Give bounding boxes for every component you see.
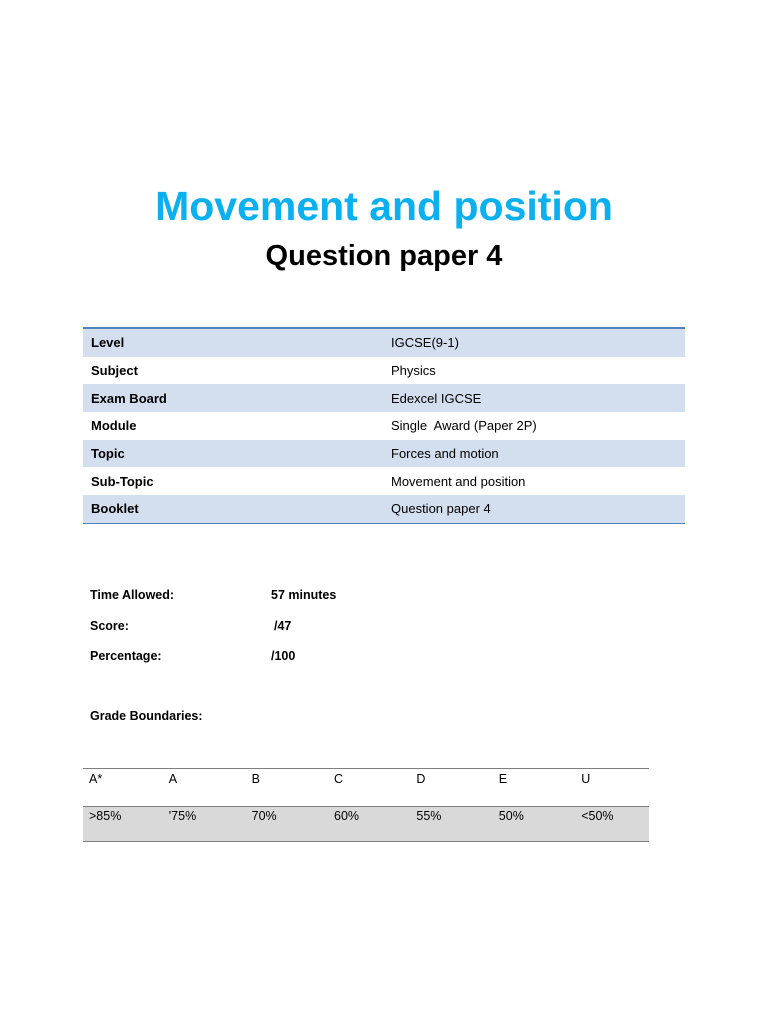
row-value: Forces and motion: [391, 446, 499, 462]
grade-value: >85%: [83, 807, 157, 842]
table-row: [83, 495, 685, 523]
grade-value: 70%: [236, 807, 318, 842]
grade-letter: U: [565, 769, 649, 807]
page-subtitle: Question paper 4: [265, 240, 503, 272]
table-row: [83, 440, 685, 468]
grade-boundaries-label: Grade Boundaries:: [90, 709, 203, 723]
grade-value: 60%: [318, 807, 400, 842]
table-row: [83, 357, 685, 385]
row-value: Edexcel IGCSE: [391, 390, 482, 406]
row-value: Single Award (Paper 2P): [391, 418, 537, 434]
info-table: [83, 327, 685, 524]
page-title: Movement and position: [155, 183, 613, 229]
percentage-value: /100: [271, 649, 296, 663]
row-value: Question paper 4: [391, 501, 491, 517]
time-allowed-value: 57 minutes: [271, 588, 337, 602]
table-row: [83, 467, 685, 495]
grade-letter: C: [318, 769, 400, 807]
table-row: [83, 384, 685, 412]
row-label: Booklet: [91, 501, 139, 517]
row-label: Subject: [91, 363, 138, 379]
time-allowed-label: Time Allowed:: [90, 588, 175, 602]
grade-values-row: [83, 807, 649, 842]
grade-letter: D: [400, 769, 482, 807]
table-row: [83, 412, 685, 440]
grade-letter: B: [236, 769, 318, 807]
grade-value: 55%: [400, 807, 482, 842]
row-value: IGCSE(9-1): [391, 335, 459, 351]
row-label: Level: [91, 335, 125, 351]
grade-letter: A: [157, 769, 236, 807]
grade-boundaries-table: [83, 768, 649, 842]
grade-value: 50%: [483, 807, 565, 842]
grade-letter: E: [483, 769, 565, 807]
grade-value: <50%: [565, 807, 649, 842]
grade-letter: A*: [83, 769, 157, 807]
row-label: Exam Board: [91, 390, 167, 406]
score-label: Score:: [90, 619, 129, 633]
grade-letters-row: [83, 769, 649, 807]
score-value: /47: [274, 619, 292, 633]
row-label: Topic: [91, 446, 125, 462]
table-row: [83, 328, 685, 357]
row-label: Module: [91, 418, 137, 434]
row-label: Sub-Topic: [91, 473, 154, 489]
grade-value: '75%: [157, 807, 236, 842]
row-value: Physics: [391, 363, 436, 379]
percentage-label: Percentage:: [90, 649, 162, 663]
row-value: Movement and position: [391, 473, 526, 489]
